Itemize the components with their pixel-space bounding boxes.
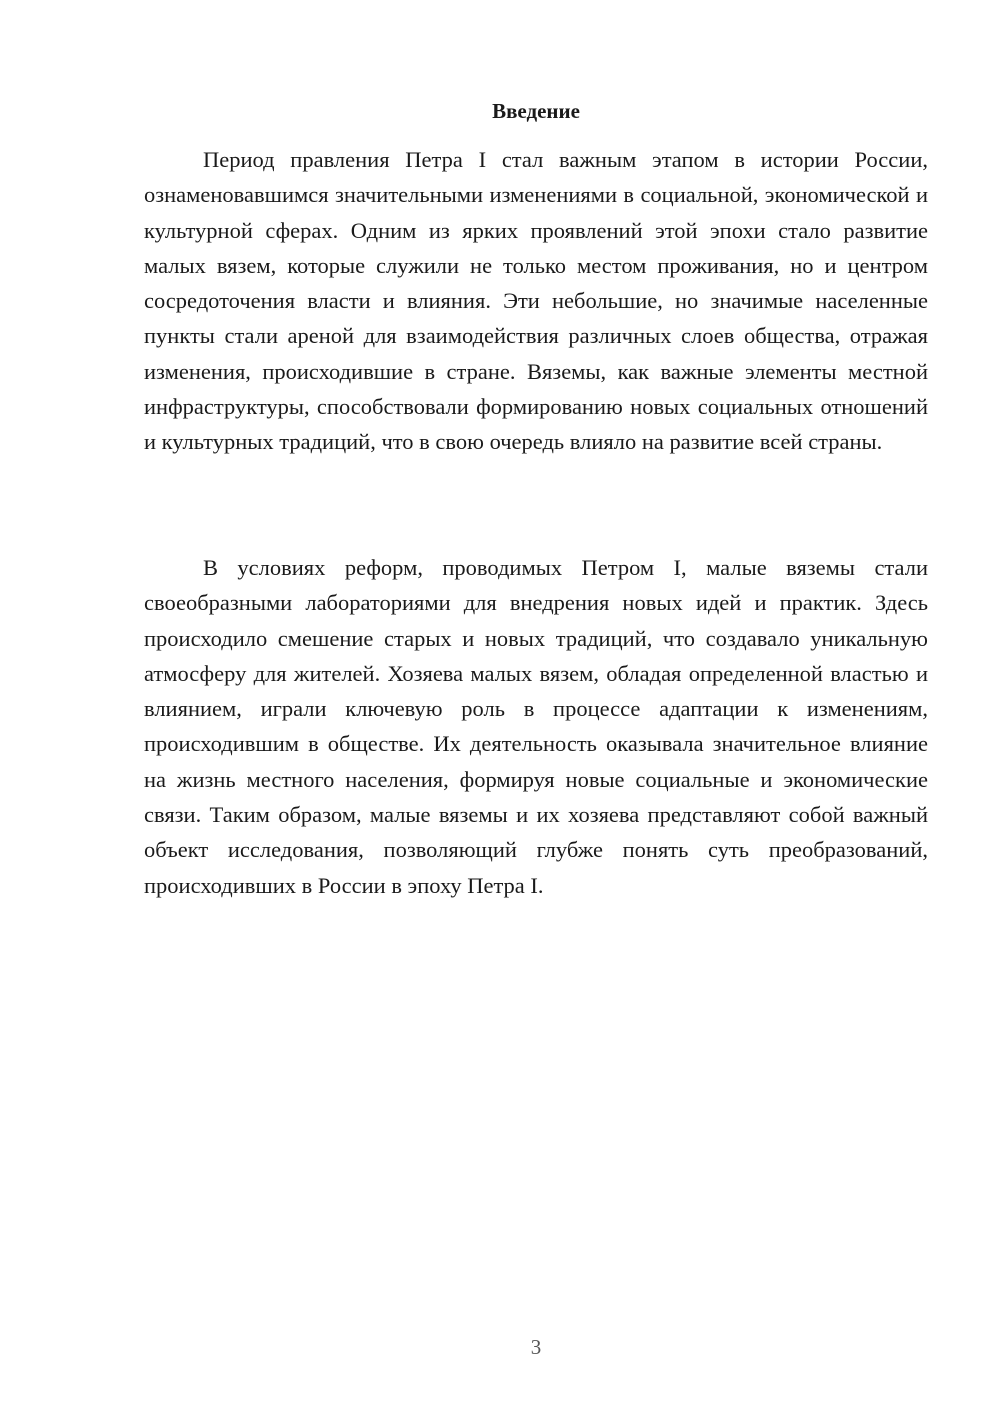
paragraph-1: Период правления Петра I стал важным этапом в истории России, ознаменовавшимся значительными изменениями в социальной, экономической и культурной сферах. Одним из ярких проявлений этой эпохи стало развитие малых вязем, которые служили не только местом проживания, но и центром сосредоточения власти и влияния. Эти небольшие, но значимые населенные пункты стали ареной для взаимодействия различных слоев общества, отражая изменения, происходившие в стране. Вяземы, как важные элементы местной инфраструктуры, способствовали формированию новых социальных отношений и культурных традиций, что в свою очередь влияло на развитие всей страны.	[144, 147, 928, 455]
page-number: 3	[530, 1335, 542, 1359]
paragraph-2: В условиях реформ, проводимых Петром I, малые вяземы стали своеобразными лабораториями для внедрения новых идей и практик. Здесь происходило смешение старых и новых традиций, что создавало уникальную атмосферу для жителей. Хозяева малых вязем, обладая определенной властью и влиянием, играли ключевую роль в процессе адаптации к изменениям, происходившим в обществе. Их деятельность оказывала значительное влияние на жизнь местного населения, формируя новые социальные и экономические связи. Таким образом, малые вяземы и их хозяева представляют собой важный объект исследования, позволяющий глубже понять суть преобразований, происходивших в России в эпоху Петра I.	[144, 555, 928, 898]
section-heading: Введение	[492, 99, 580, 123]
